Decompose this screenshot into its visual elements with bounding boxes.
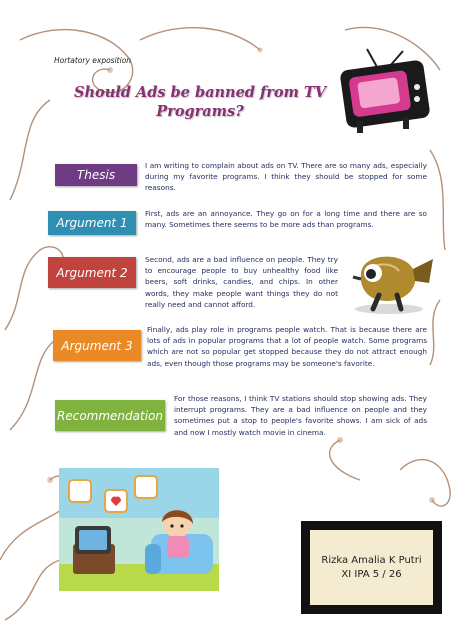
title-line-2: Programs? xyxy=(156,103,244,120)
document-subtitle: Hortatory exposition xyxy=(54,56,132,65)
argument-3-text: Finally, ads play role in programs people watch. That is because there are lots of ads in popular programs that a lot of people watch. Some programs which are not so popular get stopped because they do not attract enough ads, even though those programs may be someone's favorite. xyxy=(147,325,427,368)
tv-cartoon-icon xyxy=(337,47,433,135)
author-card xyxy=(310,530,433,605)
argument-2-label: Argument 2 xyxy=(48,257,136,288)
argument-1-label: Argument 1 xyxy=(48,211,136,235)
argument-1-text: First, ads are an annoyance. They go on for a long time and there are so many. Sometimes there seems to be more ads than programs. xyxy=(145,209,427,230)
thesis-label: Thesis xyxy=(55,164,137,186)
fish-creature-icon xyxy=(343,243,435,317)
author-name: Rizka Amalia K Putri xyxy=(321,554,422,566)
title-line-1: Should Ads be banned from TV xyxy=(74,84,326,101)
author-box xyxy=(301,521,442,614)
argument-2-text: Second, ads are a bad influence on people. They try to encourage people to buy unhealthy food like beers, soft drinks, candies, and chips. In other words, they make people want things they do not really need and cannot afford. xyxy=(145,255,338,309)
recommendation-text: For those reasons, I think TV stations should stop showing ads. They interrupt programs. They are a bad influence on people and they sometimes put a stop to people's favorite shows. I am sick of ads and now I mostly watch movie in cinema. xyxy=(174,394,427,437)
girl-watching-tv-illustration xyxy=(59,468,219,591)
author-class: XI IPA 5 / 26 xyxy=(341,568,402,580)
thesis-text: I am writing to complain about ads on TV. There are so many ads, especially during my favorite programs. I think they should be stopped for some reasons. xyxy=(145,161,427,193)
document-title xyxy=(70,83,330,121)
argument-3-label: Argument 3 xyxy=(53,330,141,361)
recommendation-label: Recommendation xyxy=(55,400,165,431)
